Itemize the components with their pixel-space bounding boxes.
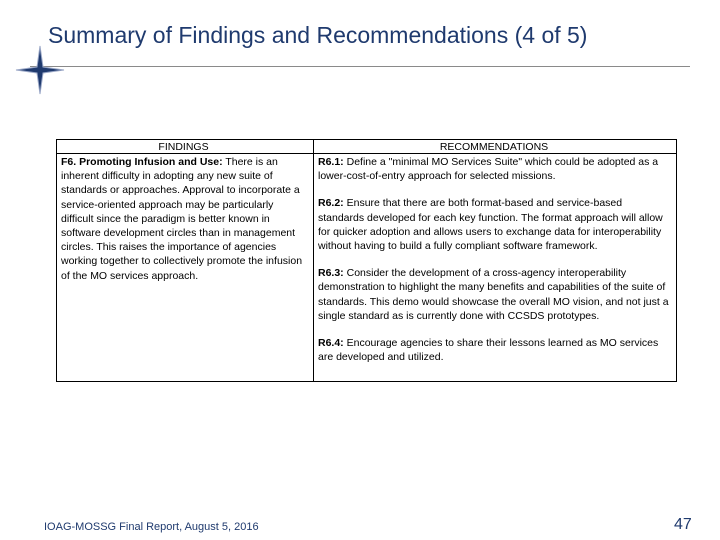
recommendation-id: R6.1: [318, 156, 344, 168]
recommendation-id: R6.2: [318, 197, 344, 210]
slide-footer: IOAG-MOSSG Final Report, August 5, 2016 [44, 521, 259, 533]
recommendation-r6-2 [318, 196, 670, 253]
column-divider [313, 140, 314, 381]
findings-column [61, 140, 306, 283]
slide-title: Summary of Findings and Recommendations (4 of 5) [48, 22, 588, 48]
recommendation-r6-3 [318, 266, 670, 323]
recommendation-text: Ensure that there are both format-based and service-based standards developed for each key function. The format approach will allow for quicker adoption and allows users to exchange data for interoperability without having to build a fully compliant software framework. [318, 197, 663, 253]
recommendation-id: R6.4: [318, 337, 344, 350]
finding-text: There is an inherent difficulty in adopting any new suite of standards or approaches. Approval to incorporate a service-oriented approach may be particularly difficult since the paradigm is better known in software development circles than in management circles. This raises the importance of agencies working together to collectively promote the infusion of the MO services approach. [61, 156, 303, 282]
findings-recommendations-table [56, 139, 677, 382]
recommendations-header: RECOMMENDATIONS [439, 141, 549, 153]
compass-star-icon [12, 42, 68, 98]
recommendation-text: Consider the development of a cross-agency interoperability demonstration to highlight the many benefits and capabilities of the suite of standards. This demo would showcase the overall MO vision, and not just a single standard as is currently done with CCSDS prototypes. [318, 267, 669, 322]
recommendation-r6-1 [318, 155, 670, 183]
recommendations-column [318, 140, 670, 364]
finding-f6 [61, 155, 306, 283]
findings-header: FINDINGS [158, 141, 209, 153]
title-divider [30, 66, 690, 67]
page-number: 47 [674, 516, 692, 533]
recommendation-text: Define a "minimal MO Services Suite" which could be adopted as a lower-cost-of-entry approach for selected missions. [318, 156, 659, 183]
recommendation-id: R6.3: [318, 267, 344, 280]
finding-id: F6. Promoting Infusion and Use: [61, 156, 223, 168]
recommendation-r6-4 [318, 336, 670, 364]
recommendation-text: Encourage agencies to share their lessons learned as MO services are developed and utilized. [318, 337, 659, 364]
